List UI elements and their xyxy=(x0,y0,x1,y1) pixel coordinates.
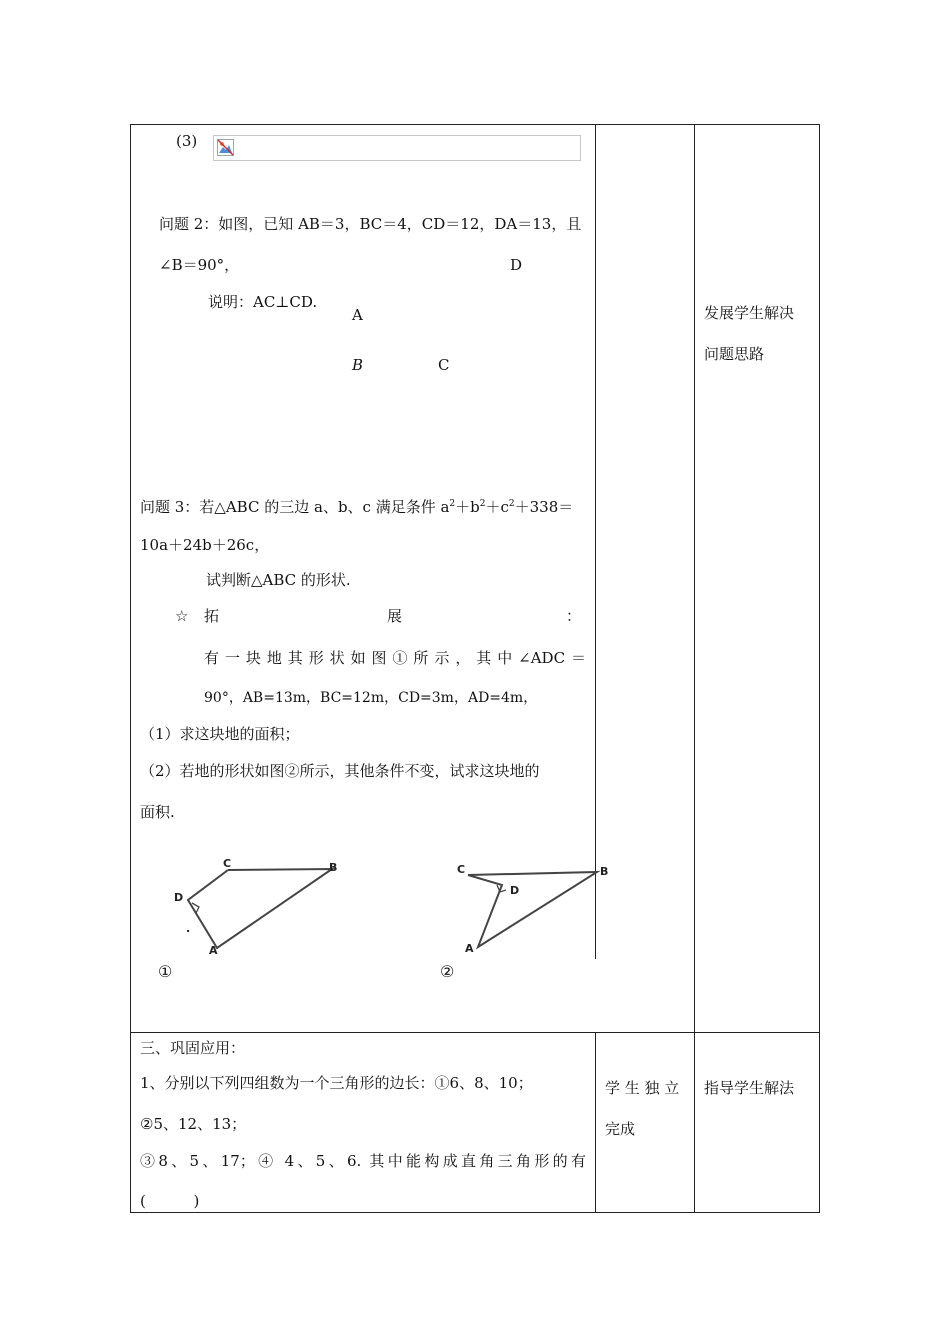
row2-col3: 指导学生解法 xyxy=(704,1079,795,1097)
item-3-label: (3) xyxy=(176,132,198,150)
table-row-divider xyxy=(130,1032,820,1033)
row2-heading: 三、巩固应用： xyxy=(140,1039,246,1057)
problem2-line1: 问题 2：如图，已知 AB＝3，BC＝4，CD＝12，DA＝13，且 xyxy=(159,215,582,233)
figure-2-label-a: A xyxy=(465,942,474,955)
extend-question-1: （1）求这块地的面积； xyxy=(140,725,300,743)
problem3-plus-c: ＋c xyxy=(485,498,509,516)
figure-1-quadrilateral xyxy=(188,869,332,948)
row2-col2-line1: 学 生 独 立 xyxy=(605,1079,680,1097)
table-border-top xyxy=(130,124,820,125)
figure-2-quadrilateral xyxy=(468,872,597,947)
extend-char-2: 展 xyxy=(387,607,403,625)
figure-1-label-a: A xyxy=(209,944,218,957)
problem3-line1-prefix: 问题 3：若△ABC 的三边 a、b、c 满足条件 a xyxy=(140,498,450,516)
table-col-divider-2 xyxy=(694,124,695,1213)
figure-2-label-d: D xyxy=(510,884,520,897)
table-col-divider-1a xyxy=(595,124,596,959)
figure-2-label-c: C xyxy=(457,863,466,876)
extend-question-2-cont: 面积. xyxy=(140,803,175,821)
problem3-plus-b: ＋b xyxy=(455,498,480,516)
figure-1-label-d: D xyxy=(174,891,184,904)
figure-2 xyxy=(450,855,615,960)
figure-1 xyxy=(165,850,355,965)
figure-1-caption: ① xyxy=(158,962,173,981)
table-border-right xyxy=(819,124,820,1213)
problem3-sup-c: 2 xyxy=(508,499,515,509)
row2-col2-line2: 完成 xyxy=(605,1120,636,1138)
problem3-sup-b: 2 xyxy=(479,499,486,509)
problem3-line3: 试判断△ABC 的形状. xyxy=(206,571,351,589)
table-border-left xyxy=(130,124,131,1213)
extend-star: ☆ xyxy=(175,607,189,625)
problem3-sup-a: 2 xyxy=(449,499,456,509)
row2-line4: ( ) xyxy=(140,1192,200,1210)
problem2-label-d: D xyxy=(510,256,523,274)
problem2-label-b: B xyxy=(352,356,364,374)
problem2-explain: 说明：AC⊥CD. xyxy=(208,293,318,311)
extend-question-2: （2）若地的形状如图②所示，其他条件不变，试求这块地的 xyxy=(140,762,540,780)
figure-1-label-b: B xyxy=(329,861,338,874)
table-col-divider-1b xyxy=(595,1032,596,1213)
problem3-line2: 10a＋24b＋26c， xyxy=(140,536,270,554)
problem2-label-c: C xyxy=(438,356,450,374)
extend-line1: 有一块地其形状如图①所示，其中∠ADC＝ xyxy=(204,649,586,667)
broken-image-placeholder xyxy=(213,135,581,161)
problem3-line1 xyxy=(140,494,573,517)
table-border-bottom xyxy=(130,1212,820,1213)
figure-2-caption: ② xyxy=(440,962,455,981)
broken-image-icon xyxy=(217,139,234,156)
row1-col3-line2: 问题思路 xyxy=(704,345,765,363)
figure-2-label-b: B xyxy=(600,865,609,878)
row2-line3: ③8、5、17；④ 4、5、6. 其中能构成直角三角形的有 xyxy=(140,1152,586,1170)
figure-1-label-c: C xyxy=(223,857,232,870)
extend-line2: 90°，AB=13m，BC=12m，CD=3m，AD=4m， xyxy=(204,690,538,706)
problem2-label-a: A xyxy=(352,306,363,324)
row1-col3-line1: 发展学生解决 xyxy=(704,304,795,322)
problem2-line2: ∠B＝90°， xyxy=(159,256,240,274)
row2-line1: 1、分别以下列四组数为一个三角形的边长：①6、8、10； xyxy=(140,1074,533,1092)
figure-1-dot: . xyxy=(186,922,191,935)
problem3-line1-suffix: ＋338＝ xyxy=(514,498,574,516)
row2-line2: ②5、12、13； xyxy=(140,1115,247,1133)
extend-char-1: 拓 xyxy=(204,607,220,625)
extend-colon: ： xyxy=(566,607,582,625)
